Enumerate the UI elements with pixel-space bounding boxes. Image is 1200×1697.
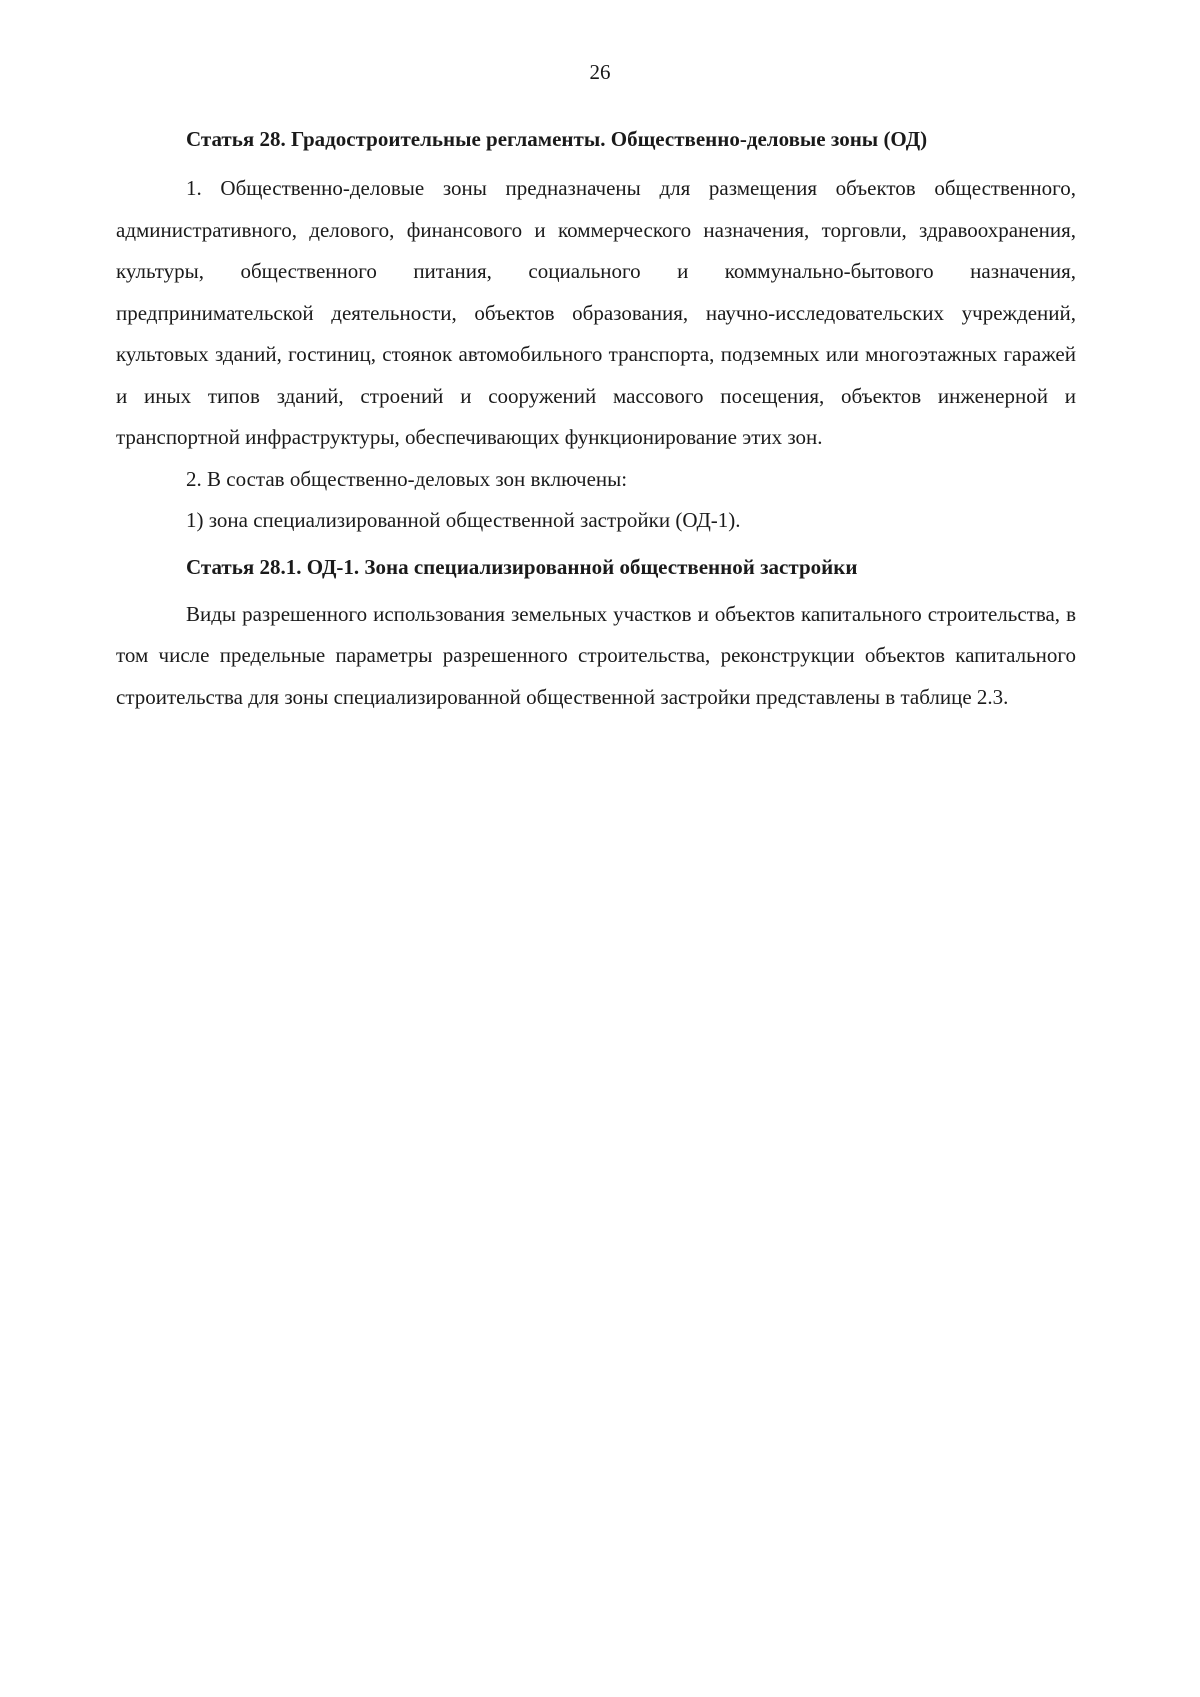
article-28-paragraph-1: 1. Общественно-деловые зоны предназначены для размещения объектов общественного, административного, делового, финансового и коммерческого назначения, торговли, здравоохранения, культуры, общественного питания, социального и коммунально-бытового назначения, предпринимательской деятельности, объектов образования, научно-исследовательских учреждений, культовых зданий, гостиниц, стоянок автомобильного транспорта, подземных или многоэтажных гаражей и иных типов зданий, строений и сооружений массового посещения, объектов инженерной и транспортной инфраструктуры, обеспечивающих функционирование этих зон. xyxy=(116,176,1076,449)
article-28-1-heading: Статья 28.1. ОД-1. Зона специализированной общественной застройки xyxy=(186,554,858,579)
article-28-1-paragraph-1: Виды разрешенного использования земельных участков и объектов капитального строительства, в том числе предельные параметры разрешенного строительства, реконструкции объектов капитального строительства для зоны специализированной общественной застройки представлены в таблице 2.3. xyxy=(116,601,1076,709)
page-number: 26 xyxy=(589,60,611,84)
article-28-heading: Статья 28. Градостроительные регламенты. Общественно-деловые зоны (ОД) xyxy=(186,127,928,151)
article-28-paragraph-2: 2. В состав общественно-деловых зон включены: xyxy=(186,466,628,491)
page-content xyxy=(116,124,1076,718)
article-28-list-item-1: 1) зона специализированной общественной застройки (ОД-1). xyxy=(186,508,741,532)
